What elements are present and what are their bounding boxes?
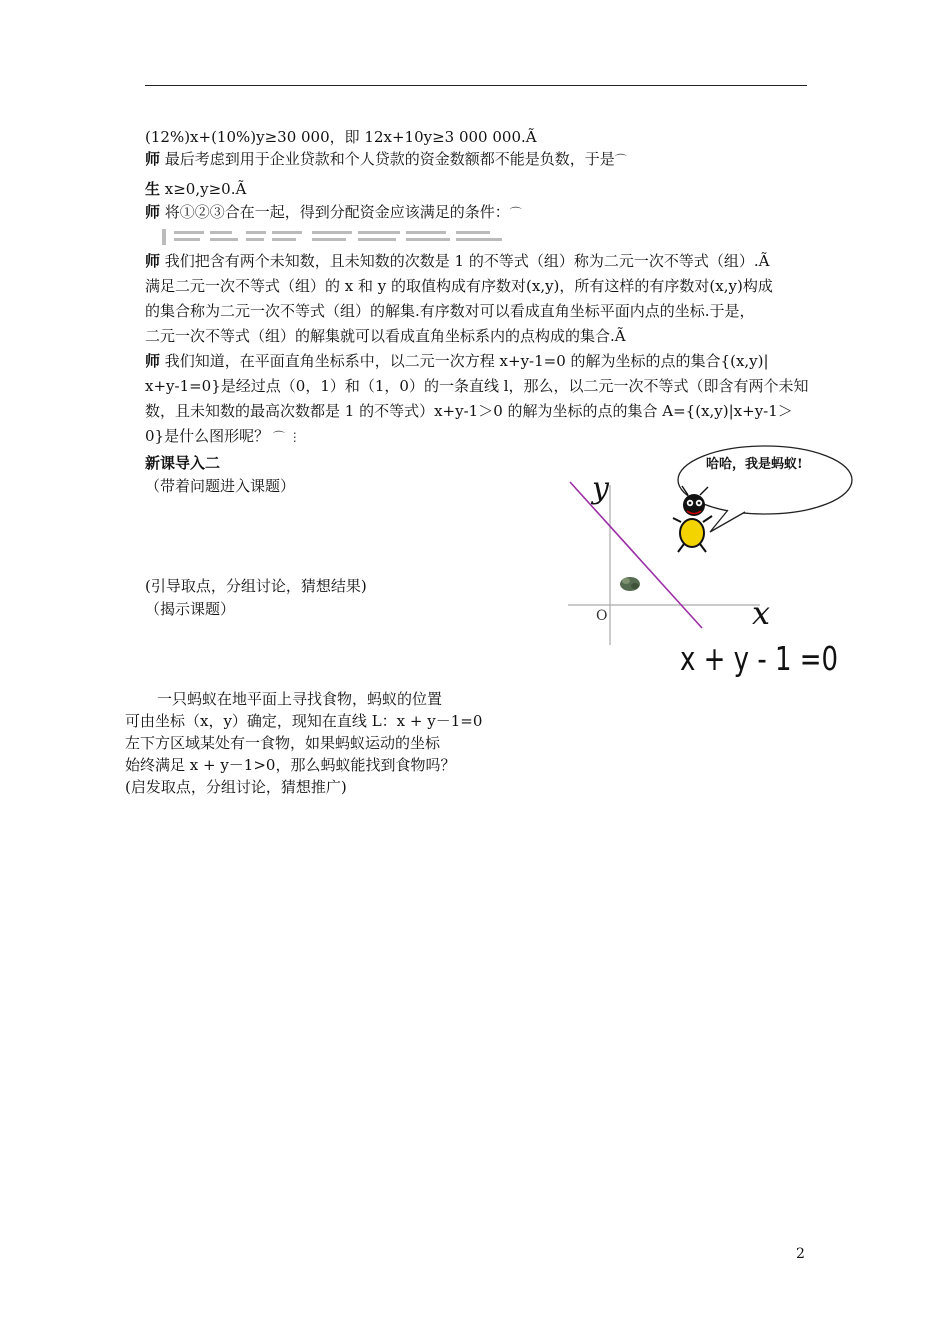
ant-problem-line: (启发取点，分组讨论，猜想推广) [125, 778, 347, 796]
speech-bubble-tail [710, 510, 745, 532]
line-l [570, 482, 702, 628]
side-note: (引导取点，分组讨论，猜想结果) [145, 577, 367, 595]
y-axis-label: y [592, 471, 609, 506]
x-axis-label: x [752, 594, 771, 632]
edit-mark-icon: ⌒ ⋮ [269, 430, 301, 444]
text-line: 数，且未知数的最高次数都是 1 的不等式）x+y-1＞0 的解为坐标的点的集合 A={(x,y)|x+y-1＞ [145, 402, 793, 420]
edit-mark-icon: ⌒ [509, 206, 522, 220]
coordinate-diagram [560, 440, 860, 690]
text-line: 二元一次不等式（组）的解集就可以看成直角坐标系内的点构成的集合.Ã [145, 327, 626, 345]
speech-bubble-text: 哈哈，我是蚂蚁! [706, 457, 803, 472]
ant-problem-line: 始终满足 x + y－1>0，那么蚂蚁能找到食物吗？ [125, 756, 456, 774]
ant-problem-line: 可由坐标（x，y）确定，现知在直线 L：x + y－1=0 [125, 712, 483, 730]
text-line: (12%)x+(10%)y≥30 000，即 12x+10y≥3 000 000.Ã [145, 128, 537, 146]
text-line: 生 x≥0,y≥0.Ã [145, 180, 247, 198]
line-equation: x + y - 1 =0 [680, 640, 839, 678]
text-line: 的集合称为二元一次不等式（组）的解集.有序数对可以看成直角坐标平面内点的坐标.于是， [145, 302, 755, 320]
section-heading: 新课导入二 [145, 454, 221, 472]
side-note: （揭示课题） [145, 600, 236, 618]
blurred-formula-image [162, 228, 522, 246]
ant-problem [125, 688, 485, 798]
text-line: 师 我们把含有两个未知数，且未知数的次数是 1 的不等式（组）称为二元一次不等式（组）.Ã [145, 252, 770, 270]
text-line: 满足二元一次不等式（组）的 x 和 y 的取值构成有序数对(x,y)，所有这样的有序数对(x,y)构成 [145, 277, 773, 295]
header-rule [145, 85, 807, 86]
ant-problem-line: 一只蚂蚁在地平面上寻找食物，蚂蚁的位置 [157, 690, 443, 708]
origin-label: O [596, 608, 608, 624]
text-line: x+y-1=0}是经过点（0，1）和（1，0）的一条直线 l，那么，以二元一次不等式（即含有两个未知 [145, 377, 809, 395]
text-line: 师 最后考虑到用于企业贷款和个人贷款的资金数额都不能是负数，于是⌒ [145, 150, 627, 168]
food-icon [620, 577, 640, 591]
edit-mark-icon: ⌒ [614, 153, 627, 167]
page-number: 2 [796, 1246, 805, 1262]
ant-problem-line: 左下方区域某处有一食物，如果蚂蚁运动的坐标 [125, 734, 441, 752]
text-line: 师 我们知道，在平面直角坐标系中，以二元一次方程 x+y-1=0 的解为坐标的点的集合{(x,y)| [145, 352, 769, 370]
text-line: 师 将①②③合在一起，得到分配资金应该满足的条件：⌒ [145, 203, 522, 221]
side-note: （带着问题进入课题） [145, 477, 296, 495]
text-line: 0}是什么图形呢？ ⌒ ⋮ [145, 427, 301, 445]
